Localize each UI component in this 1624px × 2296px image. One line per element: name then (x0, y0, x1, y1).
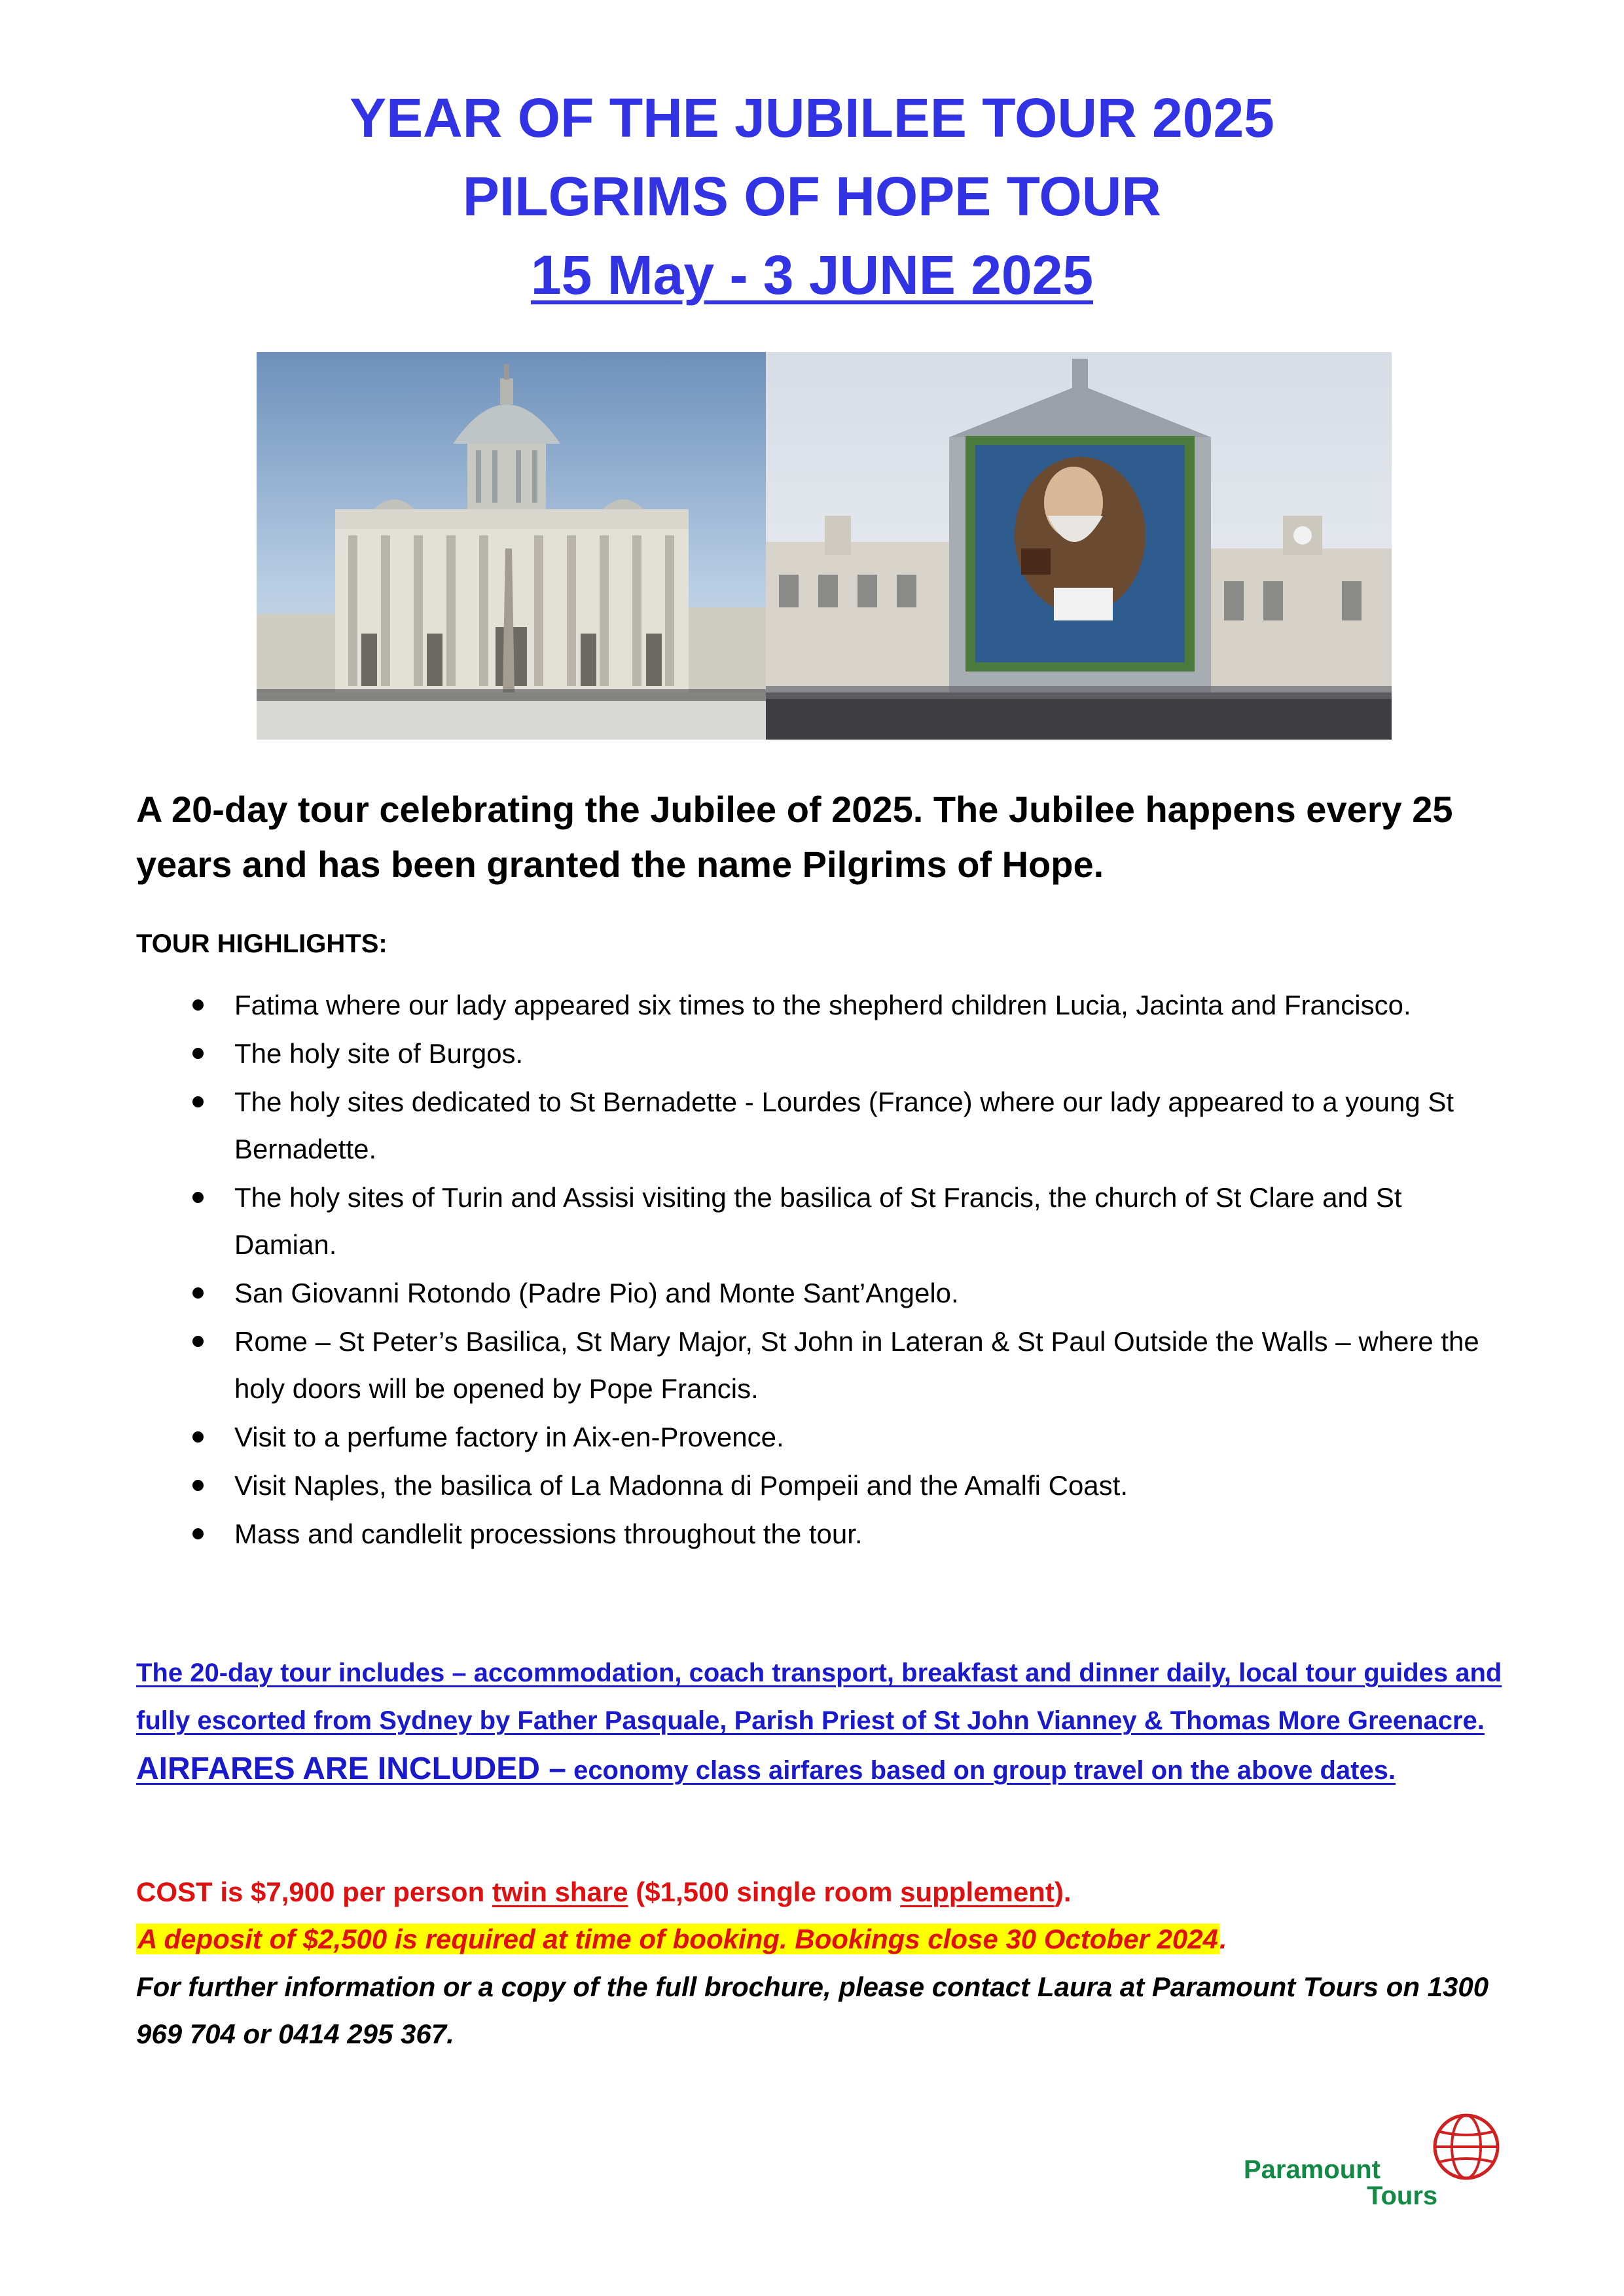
bullet-icon (192, 1480, 204, 1491)
photo-strip (257, 352, 1392, 740)
list-item: The holy sites dedicated to St Bernadette - Lourdes (France) where our lady appeared to a young St Bernadette. (136, 1079, 1511, 1173)
deposit-line: A deposit of $2,500 is required at time of booking. Bookings close 30 October 2024. (137, 1924, 1227, 1954)
logo-word-tours: Tours (1367, 2181, 1438, 2210)
twin-share-text: twin share (492, 1876, 628, 1907)
bullet-icon (192, 1192, 204, 1203)
bullet-icon (192, 1096, 204, 1107)
list-item: Visit to a perfume factory in Aix-en-Provence. (136, 1414, 1511, 1461)
contact-paragraph: For further information or a copy of the full brochure, please contact Laura at Paramount Tours on 1300 969 704 or 0414 295 367. (136, 1971, 1489, 2049)
logo-word-paramount: Paramount (1244, 2155, 1380, 2184)
bullet-icon (192, 999, 204, 1011)
deposit-highlight: A deposit of $2,500 is required at time of booking. Bookings close 30 October 2024 (137, 1924, 1218, 1954)
list-item: The holy sites of Turin and Assisi visiting the basilica of St Francis, the church of St Clare and St Damian. (136, 1174, 1511, 1268)
paramount-tours-logo (1244, 2111, 1519, 2209)
cost-line: COST is $7,900 per person twin share ($1,500 single room supplement). (136, 1876, 1072, 1907)
title-pilgrims-of-hope: PILGRIMS OF HOPE TOUR (462, 166, 1162, 227)
title-jubilee-tour: YEAR OF THE JUBILEE TOUR 2025 (350, 87, 1274, 149)
tour-highlights-heading: TOUR HIGHLIGHTS: (136, 929, 388, 958)
list-item: Mass and candlelit processions throughout the tour. (136, 1511, 1511, 1558)
bullet-icon (192, 1528, 204, 1539)
bullet-icon (192, 1336, 204, 1347)
tour-highlights-list (136, 982, 1511, 1559)
tour-includes-paragraph: The 20-day tour includes – accommodation, coach transport, breakfast and dinner daily, local tour guides and fully escorted from Sydney by Father Pasquale, Parish Priest of St John Vianney & Thomas More Greenacre. AIRFARES ARE INCLUDED – economy class airfares based on group travel on the above dates. (136, 1659, 1502, 1786)
list-item: Visit Naples, the basilica of La Madonna di Pompeii and the Amalfi Coast. (136, 1462, 1511, 1509)
supplement-text: supplement (900, 1876, 1055, 1907)
globe-icon (1427, 2111, 1506, 2183)
bullet-icon (192, 1431, 204, 1443)
list-item: San Giovanni Rotondo (Padre Pio) and Monte Sant’Angelo. (136, 1270, 1511, 1317)
title-block (0, 79, 1624, 314)
bullet-icon (192, 1048, 204, 1059)
title-tour-dates: 15 May - 3 JUNE 2025 (530, 244, 1094, 306)
list-item: Rome – St Peter’s Basilica, St Mary Major, St John in Lateran & St Paul Outside the Walls – where the holy doors will be opened by Pope Francis. (136, 1318, 1511, 1412)
airfares-included-text: AIRFARES ARE INCLUDED – (136, 1751, 566, 1786)
list-item: Fatima where our lady appeared six times to the shepherd children Lucia, Jacinta and Francisco. (136, 982, 1511, 1029)
bullet-icon (192, 1287, 204, 1299)
st-peters-basilica-photo (257, 352, 766, 740)
list-item: The holy site of Burgos. (136, 1030, 1511, 1077)
padre-pio-church-photo (766, 352, 1392, 740)
intro-paragraph: A 20-day tour celebrating the Jubilee of 2025. The Jubilee happens every 25 years and has been granted the name Pilgrims of Hope. (136, 789, 1453, 885)
